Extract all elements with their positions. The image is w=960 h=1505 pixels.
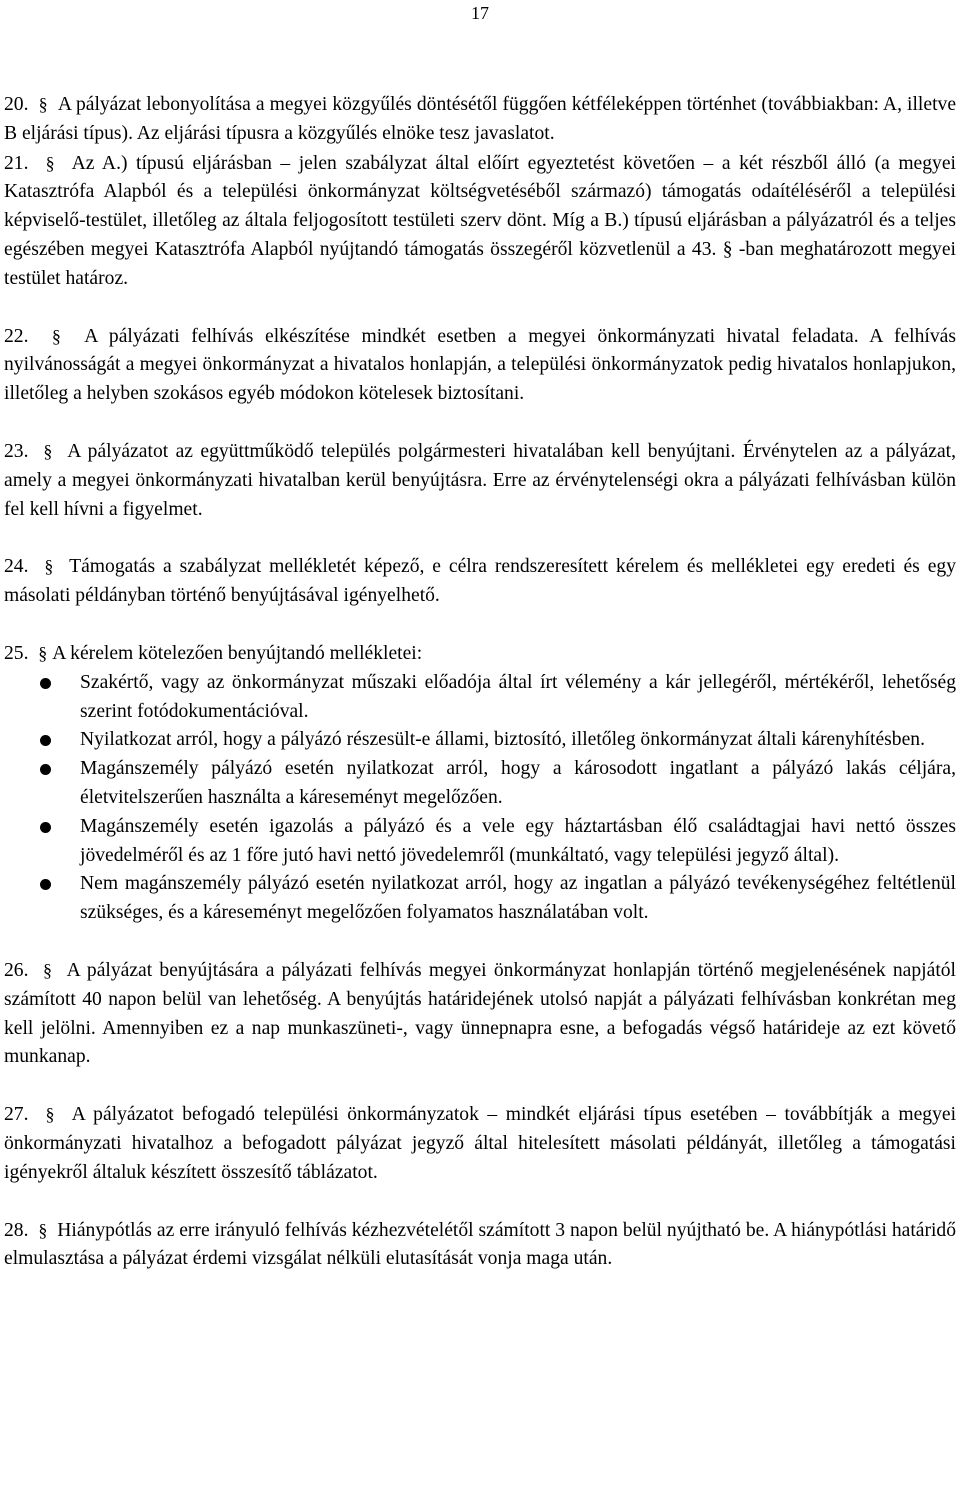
bullet-icon — [40, 822, 51, 833]
bullet-icon — [40, 678, 51, 689]
paragraph-27 — [4, 1100, 956, 1187]
list-item — [4, 755, 956, 813]
list-item — [4, 813, 956, 871]
list-item-text: Nyilatkozat arról, hogy a pályázó részesült-e állami, biztosító, illetőleg önkormányzat általi kárenyhítésben. — [80, 729, 925, 751]
paragraph-number: 22. — [4, 325, 29, 347]
list-item-text: Magánszemély esetén igazolás a pályázó és a vele egy háztartásban élő családtagjai havi nettó összes jövedelméről és az 1 főre jutó havi nettó jövedelemről (munkáltató, vagy települési jegyző által). — [80, 815, 956, 866]
paragraph-number: 20. — [4, 94, 29, 115]
bullet-icon — [40, 735, 51, 746]
paragraph-number: 24. — [4, 556, 29, 578]
paragraph-number: 21. — [4, 152, 29, 174]
list-item — [4, 669, 956, 727]
section-sign: § — [38, 1219, 48, 1240]
paragraph-number: 28. — [4, 1219, 29, 1241]
paragraph-text: A pályázati felhívás elkészítése mindkét esetben a megyei önkormányzati hivatal feladata. A felhívás nyilvánosságát a megyei önkormányzat a hivatalos honlapján, a települési önkormányzatok pedig hivatalos honlapjukon, illetőleg a helyben szokásos egyéb módokon kötelesek biztosítani. — [4, 325, 956, 405]
section-sign: § — [44, 556, 54, 577]
paragraph-text: A pályázatot az együttműködő település polgármesteri hivatalában kell benyújtani. Érvénytelen az a pályázat, amely a megyei önkormányzati hivatalban kerül benyújtásra. Erre az érvénytelenségi okra a pályázati felhívásban külön fel kell hívni a figyelmet. — [4, 440, 956, 520]
list-item — [4, 870, 956, 928]
attachments-list — [4, 669, 956, 928]
paragraph-22 — [4, 322, 956, 409]
paragraph-21 — [4, 149, 956, 294]
section-sign: § — [38, 642, 48, 663]
paragraph-text: A pályázat lebonyolítása a megyei közgyűlés döntésétől függően kétféleképpen történhet (továbbiakban: A, illetve B eljárási típus). Az eljárási típusra a közgyűlés elnöke tesz javaslatot. — [4, 94, 957, 144]
paragraph-text: Támogatás a szabályzat mellékletét képező, e célra rendszeresített kérelem és mellékletei egy eredeti és egy másolati példányban történő benyújtásával igényelhető. — [4, 556, 957, 607]
bullet-icon — [40, 879, 51, 890]
section-sign: § — [38, 94, 48, 114]
list-item-text: Magánszemély pályázó esetén nyilatkozat arról, hogy a károsodott ingatlant a pályázó lakás céljára, életvitelszerűen használta a káreseményt megelőzően. — [80, 758, 956, 808]
list-item-text: Nem magánszemély pályázó esetén nyilatkozat arról, hogy az ingatlan a pályázó tevékenységéhez feltétlenül szükséges, és a káreseményt megelőzően folyamatos használatában volt. — [80, 873, 956, 924]
paragraph-text: Hiánypótlás az erre irányuló felhívás kézhezvételétől számított 3 napon belül nyújtható be. A hiánypótlási határidő elmulasztása a pályázat érdemi vizsgálat nélküli elutasítását vonja maga után. — [4, 1219, 957, 1270]
paragraph-26 — [4, 956, 956, 1072]
list-item — [4, 726, 956, 755]
paragraph-number: 25. — [4, 642, 29, 664]
page-number: 17 — [471, 3, 489, 23]
paragraph-number: 23. — [4, 440, 29, 462]
paragraph-text: A kérelem kötelezően benyújtandó mellékletei: — [52, 642, 423, 664]
list-item-text: Szakértő, vagy az önkormányzat műszaki előadója által írt vélemény a kár jellegéről, mértékéről, lehetőség szerint fotódokumentációval. — [80, 671, 956, 722]
paragraph-23 — [4, 437, 956, 524]
section-sign: § — [43, 959, 53, 980]
paragraph-text: Az A.) típusú eljárásban – jelen szabályzat által előírt egyeztetést követően – a két részből álló (a megyei Katasztrófa Alapból és a települési önkormányzat költségvetéséből származó) támogatás odaítéléséről a települési képviselő-testület, illetőleg az általa feljogosított testületi szerv dönt. Míg a B.) típusú eljárásban a pályázatról és a teljes egészében megyei Katasztrófa Alapból nyújtandó támogatás összegéről közvetlenül a 43. § -ban meghatározott megyei testület határoz. — [4, 152, 956, 289]
paragraph-number: 26. — [4, 959, 29, 981]
paragraph-28 — [4, 1216, 956, 1275]
section-sign: § — [45, 1104, 55, 1125]
paragraph-24 — [4, 552, 956, 611]
section-sign: § — [43, 440, 53, 461]
paragraph-number: 27. — [4, 1104, 29, 1126]
paragraph-25 — [4, 639, 956, 669]
section-sign: § — [51, 325, 61, 346]
paragraph-text: A pályázatot befogadó települési önkormányzatok – mindkét eljárási típus esetében – továbbítják a megyei önkormányzati hivatalhoz a befogadott pályázat jegyző által hitelesített másolati példányát, illetőleg a támogatási igényekről általuk készített összesítő táblázatot. — [4, 1104, 957, 1183]
bullet-icon — [40, 764, 51, 775]
paragraph-20 — [4, 90, 956, 149]
document-body — [4, 90, 956, 1274]
section-sign: § — [45, 152, 55, 173]
paragraph-text: A pályázat benyújtására a pályázati felhívás megyei önkormányzat honlapján történő megjelenésének napjától számított 40 napon belül van lehetőség. A benyújtás határidejének utolsó napját a pályázati felhívásban konkrétan meg kell jelölni. Amennyiben ez a nap munkaszüneti-, vagy ünnepnapra esne, a befogadás végső határideje az ezt követő munkanap. — [4, 959, 957, 1068]
